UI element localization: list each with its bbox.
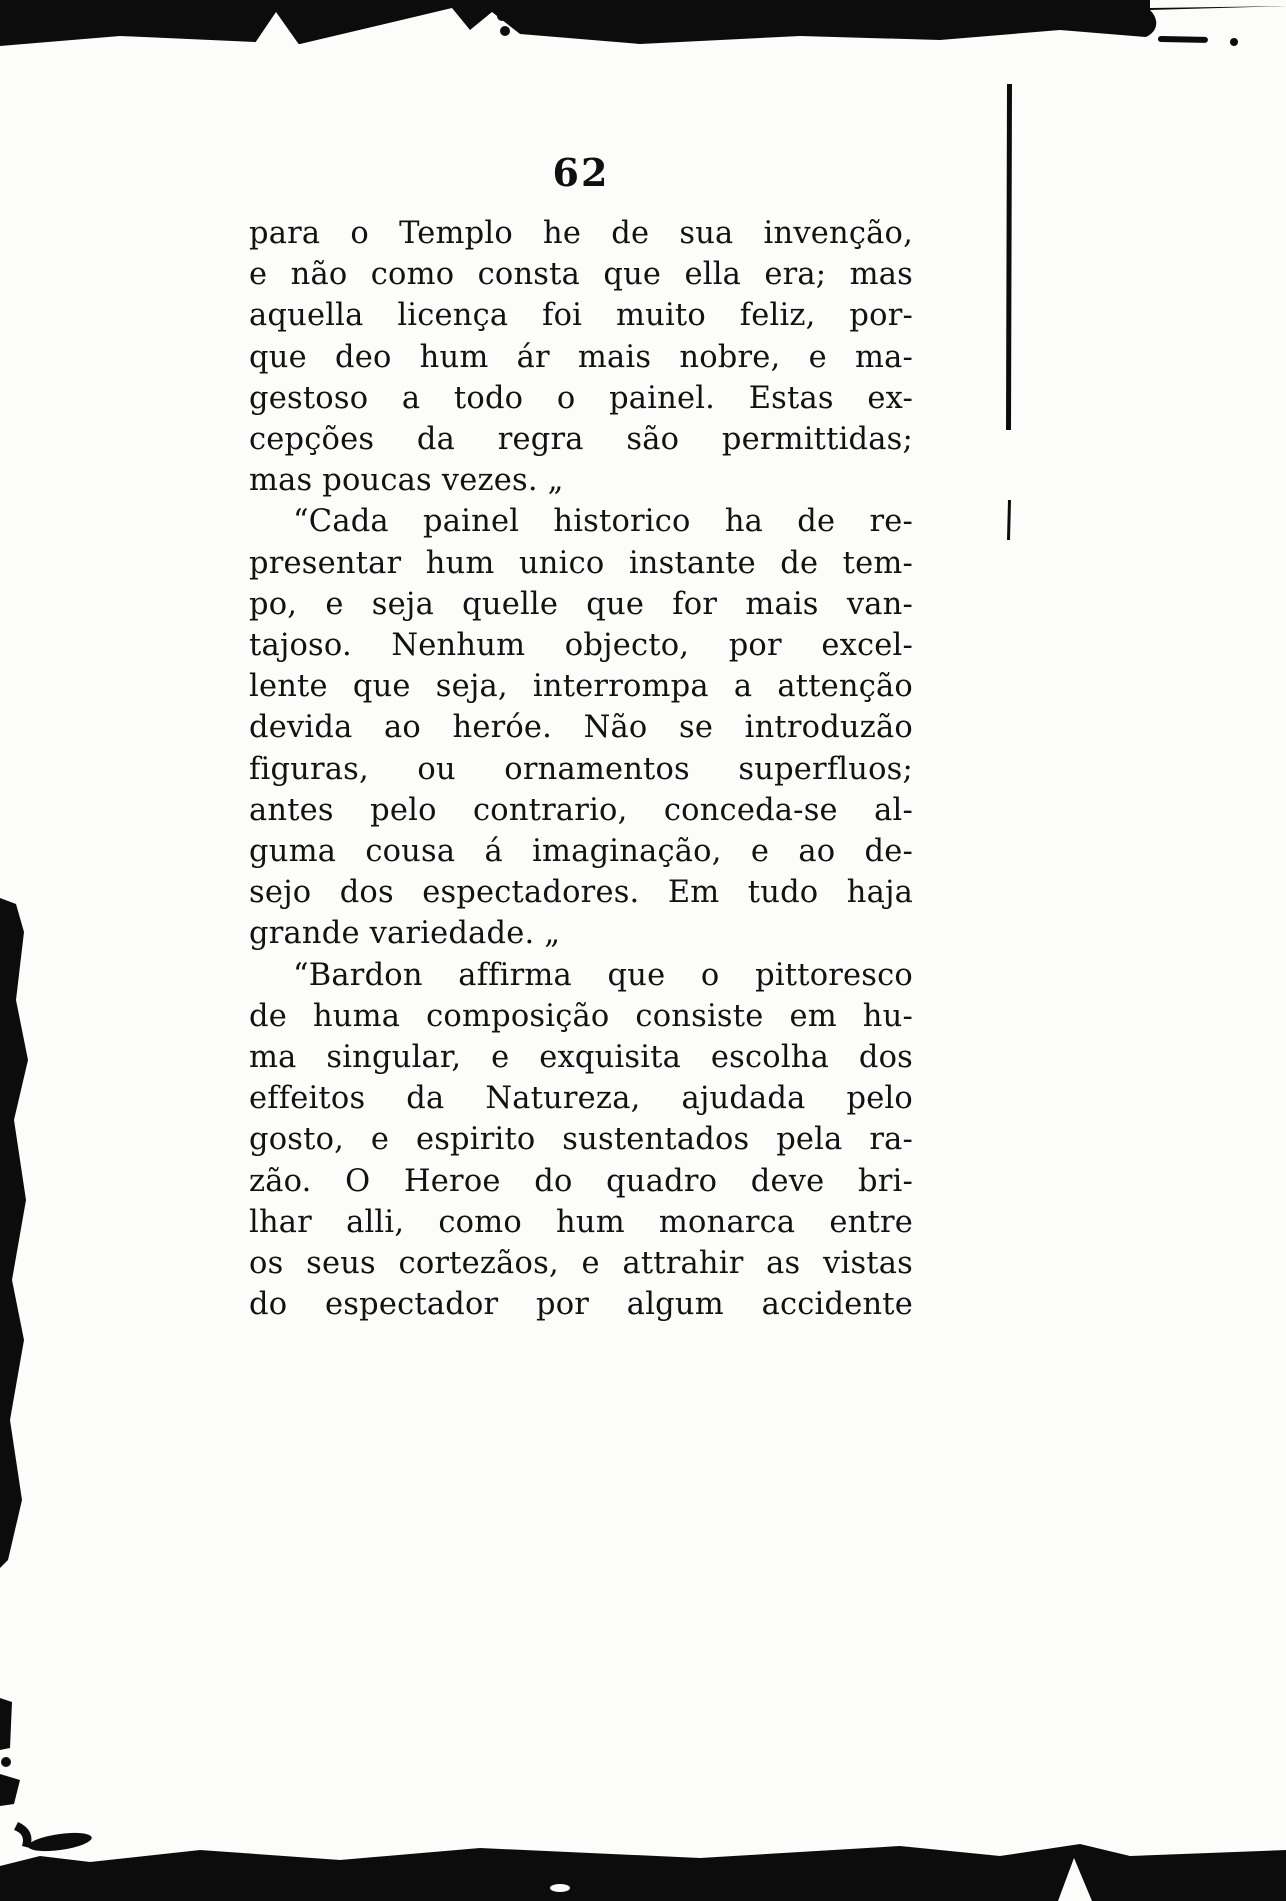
scan-artifact-right-line: [1006, 84, 1012, 540]
text-line: sejo dos espectadores. Em tudo haja: [249, 875, 913, 911]
text-line: presentar hum unico instante de tem-: [249, 545, 913, 581]
scan-artifact-top: [0, 0, 1286, 46]
text-line: antes pelo contrario, conceda-se al-: [249, 792, 913, 828]
text-line: tajoso. Nenhum objecto, por excel-: [249, 628, 913, 664]
text-line: mas poucas vezes. „: [249, 463, 564, 499]
text-line: effeitos da Natureza, ajudada pelo: [249, 1081, 913, 1117]
body-text: [249, 213, 913, 1325]
text-line: ma singular, e exquisita escolha dos: [249, 1040, 913, 1076]
text-line: que deo hum ár mais nobre, e ma-: [249, 339, 913, 375]
text-line: grande variedade. „: [249, 916, 561, 952]
text-line: gestoso a todo o painel. Estas ex-: [249, 380, 913, 416]
text-line: e não como consta que ella era; mas: [249, 257, 913, 293]
text-line: lhar alli, como hum monarca entre: [249, 1204, 913, 1240]
text-line: lente que seja, interrompa a attenção: [249, 669, 913, 705]
scan-artifact-bottom: [0, 1830, 1286, 1901]
text-line: aquella licença foi muito feliz, por-: [249, 298, 913, 334]
text-line: cepções da regra são permittidas;: [249, 422, 913, 458]
page-number: 62: [552, 150, 610, 195]
text-line: “Cada painel historico ha de re-: [293, 504, 913, 540]
text-line: gosto, e espirito sustentados pela ra-: [249, 1122, 913, 1158]
scan-artifact-left: [0, 898, 32, 1848]
text-line: guma cousa á imaginação, e ao de-: [249, 834, 913, 870]
text-line: os seus cortezãos, e attrahir as vistas: [249, 1246, 913, 1282]
text-line: para o Templo he de sua invenção,: [249, 216, 913, 251]
text-line: figuras, ou ornamentos superfluos;: [249, 751, 913, 787]
text-line: devida ao heróe. Não se introduzão: [249, 710, 913, 746]
text-line: do espectador por algum accidente: [249, 1287, 913, 1323]
text-line: de huma composição consiste em hu-: [249, 998, 913, 1034]
text-line: “Bardon affirma que o pittoresco: [293, 957, 913, 993]
text-line: po, e seja quelle que for mais van-: [249, 586, 913, 622]
text-line: zão. O Heroe do quadro deve bri-: [249, 1163, 913, 1199]
